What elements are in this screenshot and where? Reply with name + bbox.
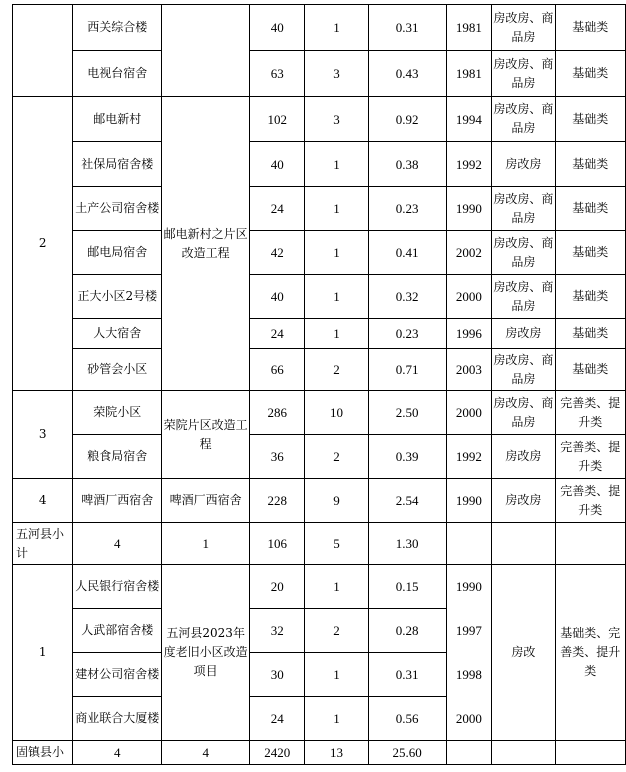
units-value: 63 xyxy=(250,51,305,97)
community-name: 啤酒厂西宿舍 xyxy=(73,479,162,523)
buildings-value: 1 xyxy=(305,231,368,275)
year-value: 1997 xyxy=(446,609,491,653)
subtotal-row xyxy=(13,523,626,565)
renovation-table xyxy=(12,4,626,765)
index-cell: 1 xyxy=(13,565,73,741)
project-name: 荣院片区改造工程 xyxy=(162,391,250,479)
subtotal-count: 1 xyxy=(162,523,250,565)
year-value: 2000 xyxy=(446,275,491,319)
category-value: 基础类 xyxy=(555,142,625,187)
area-value: 0.31 xyxy=(368,653,446,697)
buildings-value: 1 xyxy=(305,187,368,231)
index-cell: 4 xyxy=(13,479,73,523)
index-cell xyxy=(13,5,73,97)
empty-cell xyxy=(555,523,625,565)
year-value: 2000 xyxy=(446,697,491,741)
community-name: 粮食局宿舍 xyxy=(73,435,162,479)
project-name: 五河县2023年度老旧小区改造项目 xyxy=(162,565,250,741)
units-value: 286 xyxy=(250,391,305,435)
units-value: 36 xyxy=(250,435,305,479)
year-value: 1981 xyxy=(446,51,491,97)
area-value: 2.50 xyxy=(368,391,446,435)
empty-cell xyxy=(492,741,555,765)
table-row xyxy=(13,319,626,349)
empty-cell xyxy=(446,523,491,565)
year-value: 2003 xyxy=(446,349,491,391)
table-row xyxy=(13,479,626,523)
buildings-value: 9 xyxy=(305,479,368,523)
year-value: 1992 xyxy=(446,142,491,187)
buildings-value: 2 xyxy=(305,349,368,391)
project-name xyxy=(162,5,250,97)
subtotal-units: 106 xyxy=(250,523,305,565)
community-name: 邮电新村 xyxy=(73,97,162,142)
area-value: 0.41 xyxy=(368,231,446,275)
community-name: 正大小区2号楼 xyxy=(73,275,162,319)
year-value: 1990 xyxy=(446,565,491,609)
buildings-value: 10 xyxy=(305,391,368,435)
category-value: 基础类 xyxy=(555,275,625,319)
table-row xyxy=(13,565,626,609)
project-name: 邮电新村之片区改造工程 xyxy=(162,97,250,391)
category-value: 基础类 xyxy=(555,319,625,349)
project-name: 啤酒厂西宿舍 xyxy=(162,479,250,523)
subtotal-row xyxy=(13,741,626,765)
community-name: 建材公司宿舍楼 xyxy=(73,653,162,697)
property-type: 房改 xyxy=(492,565,555,741)
area-value: 0.56 xyxy=(368,697,446,741)
empty-cell xyxy=(492,523,555,565)
category-value: 完善类、提升类 xyxy=(555,435,625,479)
table-row xyxy=(13,349,626,391)
property-type: 房改房、商品房 xyxy=(492,5,555,51)
year-value: 2000 xyxy=(446,391,491,435)
year-value: 1996 xyxy=(446,319,491,349)
units-value: 40 xyxy=(250,142,305,187)
table-row xyxy=(13,51,626,97)
category-value: 完善类、提升类 xyxy=(555,479,625,523)
buildings-value: 3 xyxy=(305,51,368,97)
community-name: 人大宿舍 xyxy=(73,319,162,349)
units-value: 40 xyxy=(250,5,305,51)
category-value: 基础类 xyxy=(555,5,625,51)
area-value: 2.54 xyxy=(368,479,446,523)
subtotal-projects: 4 xyxy=(73,741,162,765)
year-value: 1994 xyxy=(446,97,491,142)
property-type: 房改房、商品房 xyxy=(492,51,555,97)
year-value: 1998 xyxy=(446,653,491,697)
area-value: 0.23 xyxy=(368,319,446,349)
buildings-value: 1 xyxy=(305,565,368,609)
units-value: 20 xyxy=(250,565,305,609)
units-value: 24 xyxy=(250,319,305,349)
property-type: 房改房、商品房 xyxy=(492,231,555,275)
community-name: 社保局宿舍楼 xyxy=(73,142,162,187)
community-name: 西关综合楼 xyxy=(73,5,162,51)
subtotal-label: 五河县小计 xyxy=(13,523,73,565)
property-type: 房改房、商品房 xyxy=(492,275,555,319)
property-type: 房改房、商品房 xyxy=(492,187,555,231)
area-value: 0.38 xyxy=(368,142,446,187)
subtotal-area: 25.60 xyxy=(368,741,446,765)
area-value: 0.15 xyxy=(368,565,446,609)
units-value: 102 xyxy=(250,97,305,142)
units-value: 228 xyxy=(250,479,305,523)
category-value: 基础类 xyxy=(555,231,625,275)
buildings-value: 2 xyxy=(305,435,368,479)
buildings-value: 1 xyxy=(305,5,368,51)
community-name: 荣院小区 xyxy=(73,391,162,435)
index-cell: 2 xyxy=(13,97,73,391)
property-type: 房改房 xyxy=(492,479,555,523)
community-name: 电视台宿舍 xyxy=(73,51,162,97)
property-type: 房改房 xyxy=(492,319,555,349)
category-value: 基础类 xyxy=(555,187,625,231)
table-row xyxy=(13,5,626,51)
community-name: 邮电局宿舍 xyxy=(73,231,162,275)
area-value: 0.71 xyxy=(368,349,446,391)
year-value: 2002 xyxy=(446,231,491,275)
buildings-value: 3 xyxy=(305,97,368,142)
property-type: 房改房、商品房 xyxy=(492,349,555,391)
year-value: 1990 xyxy=(446,187,491,231)
units-value: 32 xyxy=(250,609,305,653)
subtotal-units: 2420 xyxy=(250,741,305,765)
table-row xyxy=(13,391,626,435)
category-value: 基础类 xyxy=(555,349,625,391)
category-value: 基础类 xyxy=(555,51,625,97)
subtotal-label: 固镇县小 xyxy=(13,741,73,765)
buildings-value: 1 xyxy=(305,653,368,697)
table-row xyxy=(13,187,626,231)
empty-cell xyxy=(446,741,491,765)
index-cell: 3 xyxy=(13,391,73,479)
table-row xyxy=(13,97,626,142)
buildings-value: 1 xyxy=(305,319,368,349)
empty-cell xyxy=(555,741,625,765)
table-row xyxy=(13,275,626,319)
community-name: 土产公司宿舍楼 xyxy=(73,187,162,231)
property-type: 房改房 xyxy=(492,435,555,479)
community-name: 商业联合大厦楼 xyxy=(73,697,162,741)
area-value: 0.32 xyxy=(368,275,446,319)
property-type: 房改房、商品房 xyxy=(492,97,555,142)
units-value: 24 xyxy=(250,187,305,231)
community-name: 砂管会小区 xyxy=(73,349,162,391)
buildings-value: 1 xyxy=(305,275,368,319)
buildings-value: 1 xyxy=(305,697,368,741)
property-type: 房改房 xyxy=(492,142,555,187)
category-value: 完善类、提升类 xyxy=(555,391,625,435)
community-name: 人武部宿舍楼 xyxy=(73,609,162,653)
area-value: 0.23 xyxy=(368,187,446,231)
subtotal-buildings: 13 xyxy=(305,741,368,765)
area-value: 0.43 xyxy=(368,51,446,97)
area-value: 0.92 xyxy=(368,97,446,142)
units-value: 66 xyxy=(250,349,305,391)
community-name: 人民银行宿舍楼 xyxy=(73,565,162,609)
subtotal-projects: 4 xyxy=(73,523,162,565)
subtotal-count: 4 xyxy=(162,741,250,765)
units-value: 42 xyxy=(250,231,305,275)
year-value: 1990 xyxy=(446,479,491,523)
year-value: 1992 xyxy=(446,435,491,479)
year-value: 1981 xyxy=(446,5,491,51)
category-value: 基础类 xyxy=(555,97,625,142)
category-value: 基础类、完善类、提升类 xyxy=(555,565,625,741)
table-row xyxy=(13,435,626,479)
table-row xyxy=(13,142,626,187)
subtotal-buildings: 5 xyxy=(305,523,368,565)
buildings-value: 2 xyxy=(305,609,368,653)
subtotal-area: 1.30 xyxy=(368,523,446,565)
area-value: 0.31 xyxy=(368,5,446,51)
units-value: 24 xyxy=(250,697,305,741)
buildings-value: 1 xyxy=(305,142,368,187)
area-value: 0.28 xyxy=(368,609,446,653)
property-type: 房改房、商品房 xyxy=(492,391,555,435)
area-value: 0.39 xyxy=(368,435,446,479)
units-value: 40 xyxy=(250,275,305,319)
units-value: 30 xyxy=(250,653,305,697)
table-row xyxy=(13,231,626,275)
